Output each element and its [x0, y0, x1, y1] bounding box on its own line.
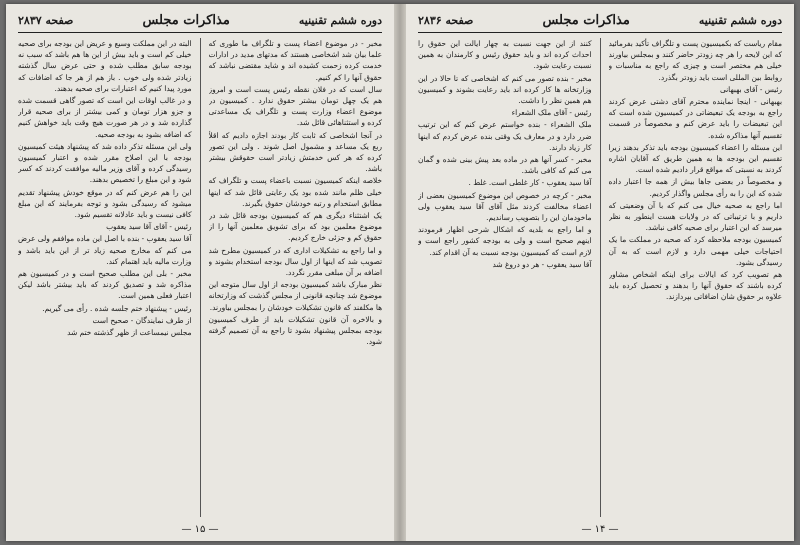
paragraph: کنند از این جهت نسبت به چهار ایالت این حقوق را احداث کرده اند و باید حقوق رئیس و کارمندان به همین نسبت رعایت شود. — [418, 39, 592, 71]
page-title: مذاکرات مجلس — [142, 12, 230, 28]
paragraph: ملک الشعراء - بنده خواستم عرض کنم که این ترتیب ضرر دارد و در معارف یک وقتی بنده عرض کردم که اینها کار زیاد دارند. — [418, 120, 592, 152]
book-gutter — [394, 4, 406, 541]
paragraph: کمیسیون بودجه ملاحظه کرد که صحیه در مملکت ما یک احتیاجات خیلی مهمی دارد و لازم است که به آن رسیدگی بشود. — [608, 235, 782, 267]
paragraph: و اما راجع به تشکیلات اداری که در کمیسیون مطرح شد تصویب شد که اینها از اول سال بودجه استخدام بشوند و اضافه بر آن مبلغی مقرر نگردد. — [208, 245, 382, 278]
text-column — [609, 38, 783, 517]
right-page — [406, 4, 794, 541]
session-label: دوره ششم تقنینیه — [698, 13, 782, 27]
paragraph: مخبر - کسر آنها هم در ماده بعد پیش بینی شده و گمان می کنم که کافی باشد. — [418, 155, 592, 176]
book-spread — [6, 4, 794, 541]
paragraph: البته در این مملکت وسیع و عریض این بودجه برای صحیه خیلی کم است و باید بیش از این ها هم باشد که سبب نه بودجه سابق مطلب شده و حتی عرض سال گذشته زیادتر شده ولی خوب . باز هم از هر جا که اضافات که مورد پیدا کنیم که اعتبارات برای صحیه بدهند. — [18, 39, 192, 93]
paragraph: نظر مبارک باشد کمیسیون بودجه از اول سال متوجه این موضوع شد چنانچه قانونی از مجلس گذشت که وزارتخانه ها مکلفند که قانون تشکیلات خودشان را بمجلس بیاورند. — [208, 280, 382, 312]
paragraph: خلاصه اینکه کمیسیون نسبت باعضاء پست و تلگراف که خیلی ظلم مانند شده بود یک رعایتی قائل شد که اینها مطابق استخدام و رتبه خودشان حقوق بگیرند. — [208, 176, 382, 208]
paragraph: بهبهانی - اینجا نماینده محترم آقای دشتی عرض کردند راجع به بودجه یک تبعیضاتی در کمیسیون شده است که این تبعیضات را باید عرض کنم و مخصوصاً در قسمت تقسیم آنها مذاکره شده. — [608, 97, 782, 140]
text-column — [418, 38, 592, 517]
text-columns — [418, 38, 782, 517]
paragraph: مخبر - در موضوع اعضاء پست و تلگراف ما طوری که علما بیان شد اشخاصی هستند که مدتهای مدید در ادارات خدمت کرده زحمت کشیده اند و شاید مقتضی نباشد که حقوق آنها را کم کنیم. — [208, 39, 382, 82]
paragraph: در آنجا اشخاصی که ثابت کار بودند اجازه دادیم که اقلاً ربع یک مساعد و مشمول اصل شوند . ولی این تصور کرده که هر کس خدمتش زیادتر است حقوقش بیشتر باشد. — [208, 130, 382, 174]
paragraph: این را هم عرض کنم که در موقع خودش پیشنهاد تقدیم میشود که رسیدگی بشود و توجه بفرمایند که این مبلغ کافی نیست و باید عادلانه تقسیم شود. — [18, 187, 192, 220]
page-title: مذاکرات مجلس — [542, 12, 630, 28]
paragraph: سال است که در فلان نقطه رئیس پست است و امروز هم یک چهل تومان بیشتر حقوق ندارد . کمیسیون در موضوع اعضاء وزارت پست و تلگراف یک مساعدتی کرده و استثناهائی قائل شد. — [208, 84, 382, 128]
paragraph: هم تصویب کرد که ایالات برای اینکه اشخاص مشاور کرده باشند که حقوق آنها را بدهند و تحصیل کرده باید علاوه بر حقوق شان اضافاتی بپردازند. — [608, 270, 782, 302]
paragraph: مجلس نیمساعت از ظهر گذشته ختم شد — [67, 328, 192, 338]
right-page-header — [418, 10, 782, 30]
paragraph: رئیس - آقای آقا سید یعقوب — [106, 222, 192, 232]
paragraph: مخبر - بلی این مطلب صحیح است و در کمیسیون هم مذاکره شد و تصدیق کردند که باید بیشتر باشد لیکن اعتبار فعلی همین است. — [18, 269, 192, 301]
page-number: صفحه ۲۸۳۷ — [18, 13, 74, 27]
paragraph: این مسئله را اعضاء کمیسیون بودجه باید تذکر بدهند زیرا تقسیم این بودجه ها به همین طریق که آقایان اشاره کردند به نسبتی که مواقع قرار دادیم شده است. — [608, 142, 782, 175]
paragraph: یک اشتثناء دیگری هم که کمیسیون بودجه قائل شد در موضوع معلمین بود که برای تشویق معلمین آنها را از حقوق کم و جزئی خارج کردیم. — [208, 211, 382, 243]
text-column — [18, 38, 192, 517]
page-number: صفحه ۲۸۳۶ — [418, 13, 474, 27]
text-columns — [18, 38, 382, 517]
paragraph: از طرف نمایندگان - صحیح است — [92, 315, 192, 325]
paragraph: رئیس - آقای ملک الشعراء — [511, 108, 592, 118]
page-footer-number: — ۱۴ — — [581, 524, 619, 535]
page-footer-number: — ۱۵ — — [181, 524, 219, 535]
paragraph: آقا سید یعقوب - کار غلطی است. غلط . — [468, 178, 592, 188]
paragraph: مخبر - کرچه در خصوص این موضوع کمیسیون بعضی از اعضاء مخالفت کردند مثل آقای آقا سید یعقوب ولی ماخودمان این را بتصویب رساندیم. — [418, 190, 592, 223]
paragraph: آقا سید یعقوب - بنده با اصل این ماده موافقم ولی عرض می کنم که مخارج صحیه زیاد تر از این باید باشد و وزارت مالیه باید اهتمام کند. — [18, 234, 192, 266]
paragraph: آقا سید یعقوب - هر دو دروغ شد — [492, 259, 592, 269]
column-divider — [600, 38, 601, 517]
paragraph: و بالاخره آن قانون تشکیلات باید از طرف کمیسیون بودجه بمجلس پیشنهاد بشود تا راجع به آن تصمیم گرفته شود. — [208, 314, 382, 347]
text-column — [209, 38, 383, 517]
left-page-header — [18, 10, 382, 30]
paragraph: رئیس - آقای بهبهانی — [719, 84, 782, 94]
paragraph: مقام ریاست که بکمیسیون پست و تلگراف تأکید بفرمائید که این لایحه را هر چه زودتر حاضر کنند و بمجلس بیاورند خیلی هم مختصر است و چیزی که راجع به مناسبات و روابط بین المللی است باید زودتر بگذرد. — [608, 39, 782, 82]
header-rule — [18, 32, 382, 33]
column-divider — [200, 38, 201, 517]
paragraph: اما راجع به صحیه خیال می کنم که با آن وضعیتی که داریم و با ترتیباتی که در ولایات هست اینطور به نظر میرسد که این اعتبار برای صحیه کافی نباشد. — [608, 200, 782, 233]
session-label: دوره ششم تقنینیه — [298, 13, 382, 27]
paragraph: و مخصوصاً در بعضی جاها بیش از همه جا اعتبار داده شده که این را به رأی مجلس واگذار کردیم. — [608, 177, 782, 198]
paragraph: رئیس - پیشنهاد ختم جلسه شده . رأی می گیریم. — [42, 303, 192, 313]
header-rule — [418, 32, 782, 33]
paragraph: و در غالب اوقات این است که تصور گاهی قسمت شده و جزو هزار تومان و کمی بیشتر از برای صحیه قرار گذارده شد و در هر صورت هیچ وقت باید خواهش کنیم که اضافه بشود به بودجه صحیه. — [18, 96, 192, 139]
left-page — [6, 4, 394, 541]
paragraph: و اما راجع به بلدیه که اشکال شرحی اظهار فرمودند اینهم صحیح است و ولی به بودجه کشور راجع است و لازم است که کمیسیون بودجه نسبت به آن اقدام کند. — [418, 225, 592, 257]
paragraph: ولی این مسئله تذکر داده شد که پیشنهاد هیئت کمیسیون بودجه با این اصلاح مقرر شده و اعتبار کمیسیون رسیدگی کرده و آقای وزیر مالیه موافقت کردند که کسر شود و این مبلغ را تخصیص بدهند. — [18, 141, 192, 185]
paragraph: مخبر - بنده تصور می کنم که اشخاصی که تا حالا در این وزارتخانه ها کار کرده اند باید رعایت بشوند و کمیسیون هم همین نظر را داشت. — [418, 73, 592, 106]
